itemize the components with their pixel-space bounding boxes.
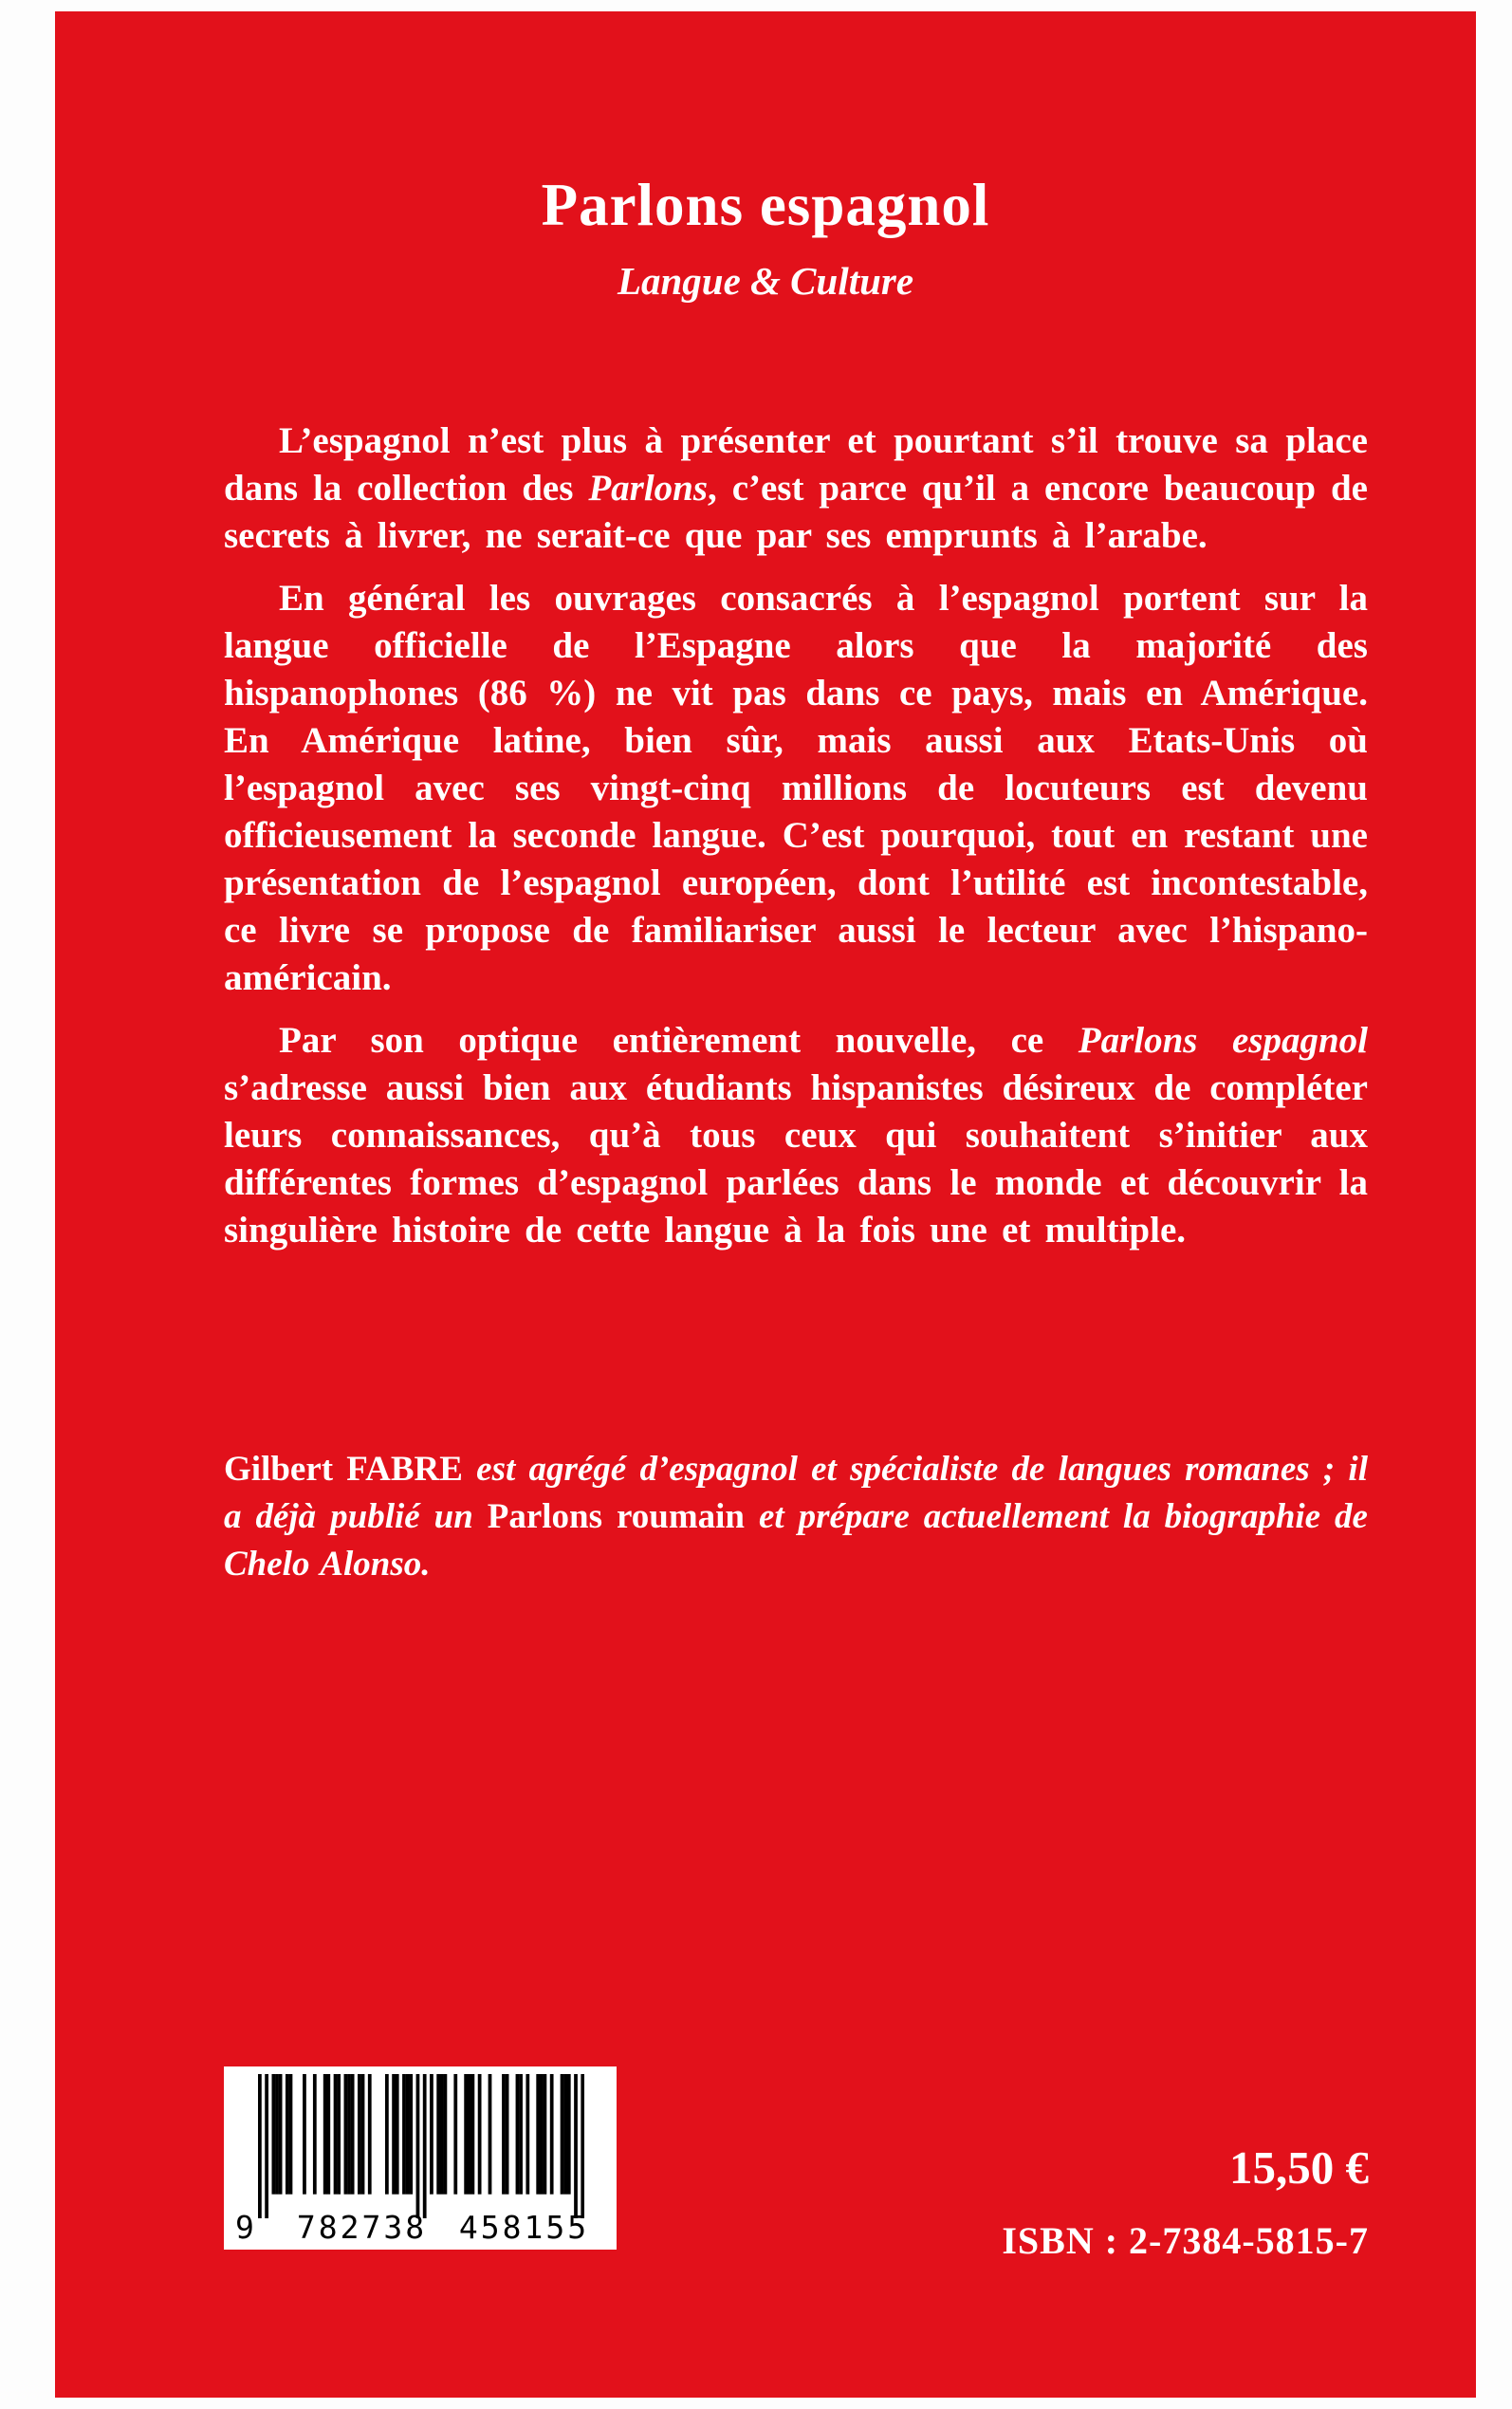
text-run: s’adresse aussi bien aux étudiants hispanistes désireux de compléter leurs connaissances, qu’à tous ceux qui souhaitent s’initier aux différentes formes d’espagnol parlées dans le monde et découvrir la singulière histoire de cette langue à la fois une et multiple. bbox=[224, 1067, 1368, 1251]
book-title: Parlons espagnol bbox=[541, 172, 990, 238]
paragraph bbox=[224, 417, 1368, 560]
text-run: L’espagnol n’est plus à présenter et pourtant s’il trouve sa place dans la collection des bbox=[224, 420, 1368, 509]
paragraph bbox=[224, 1017, 1368, 1254]
barcode-digit-group: 782738 bbox=[296, 2209, 428, 2246]
text-run: Par son optique entièrement nouvelle, ce bbox=[279, 1020, 1079, 1061]
price: 15,50 € bbox=[1229, 2141, 1369, 2194]
back-cover-blurb bbox=[224, 417, 1368, 1269]
text-run-italic: Parlons espagnol bbox=[1078, 1020, 1368, 1061]
book-subtitle: Langue & Culture bbox=[617, 259, 914, 303]
barcode bbox=[224, 2066, 617, 2250]
barcode-number bbox=[224, 2209, 617, 2246]
text-run: En général les ouvrages consacrés à l’espagnol portent sur la langue officielle de l’Espagne alors que la majorité des hispanophones (86 %) ne vit pas dans ce pays, mais en Amérique. En Amérique latine, bien sûr, mais aussi aux Etats-Unis où l’espagnol avec ses vingt-cinq millions de locuteurs est devenu officieusement la seconde langue. C’est pourquoi, tout en restant une présentation de l’espagnol européen, dont l’utilité est incontestable, ce livre se propose de familiariser aussi le lecteur avec l’hispano-américain. bbox=[224, 578, 1368, 998]
text-run: , c’est parce qu’il a encore beaucoup de secrets à livrer, ne serait-ce que par ses emprunts à l’arabe. bbox=[224, 468, 1368, 556]
barcode-digit-group: 9 bbox=[235, 2209, 254, 2246]
text-run-italic: et prépare actuellement la biographie de Chelo Alonso. bbox=[224, 1497, 1368, 1584]
barcode-digit-group: 458155 bbox=[458, 2209, 590, 2246]
barcode-bars bbox=[258, 2074, 584, 2218]
author-bio bbox=[224, 1446, 1368, 1588]
paragraph bbox=[224, 575, 1368, 1002]
isbn: ISBN : 2-7384-5815-7 bbox=[1002, 2219, 1369, 2262]
book-reference: Parlons roumain bbox=[487, 1497, 759, 1536]
text-run-italic: est agrégé d’espagnol et spécialiste de langues romanes ; il a déjà publié un bbox=[224, 1450, 1368, 1536]
text-run-italic: Parlons bbox=[588, 468, 709, 509]
author-name: Gilbert FABRE bbox=[224, 1450, 477, 1489]
